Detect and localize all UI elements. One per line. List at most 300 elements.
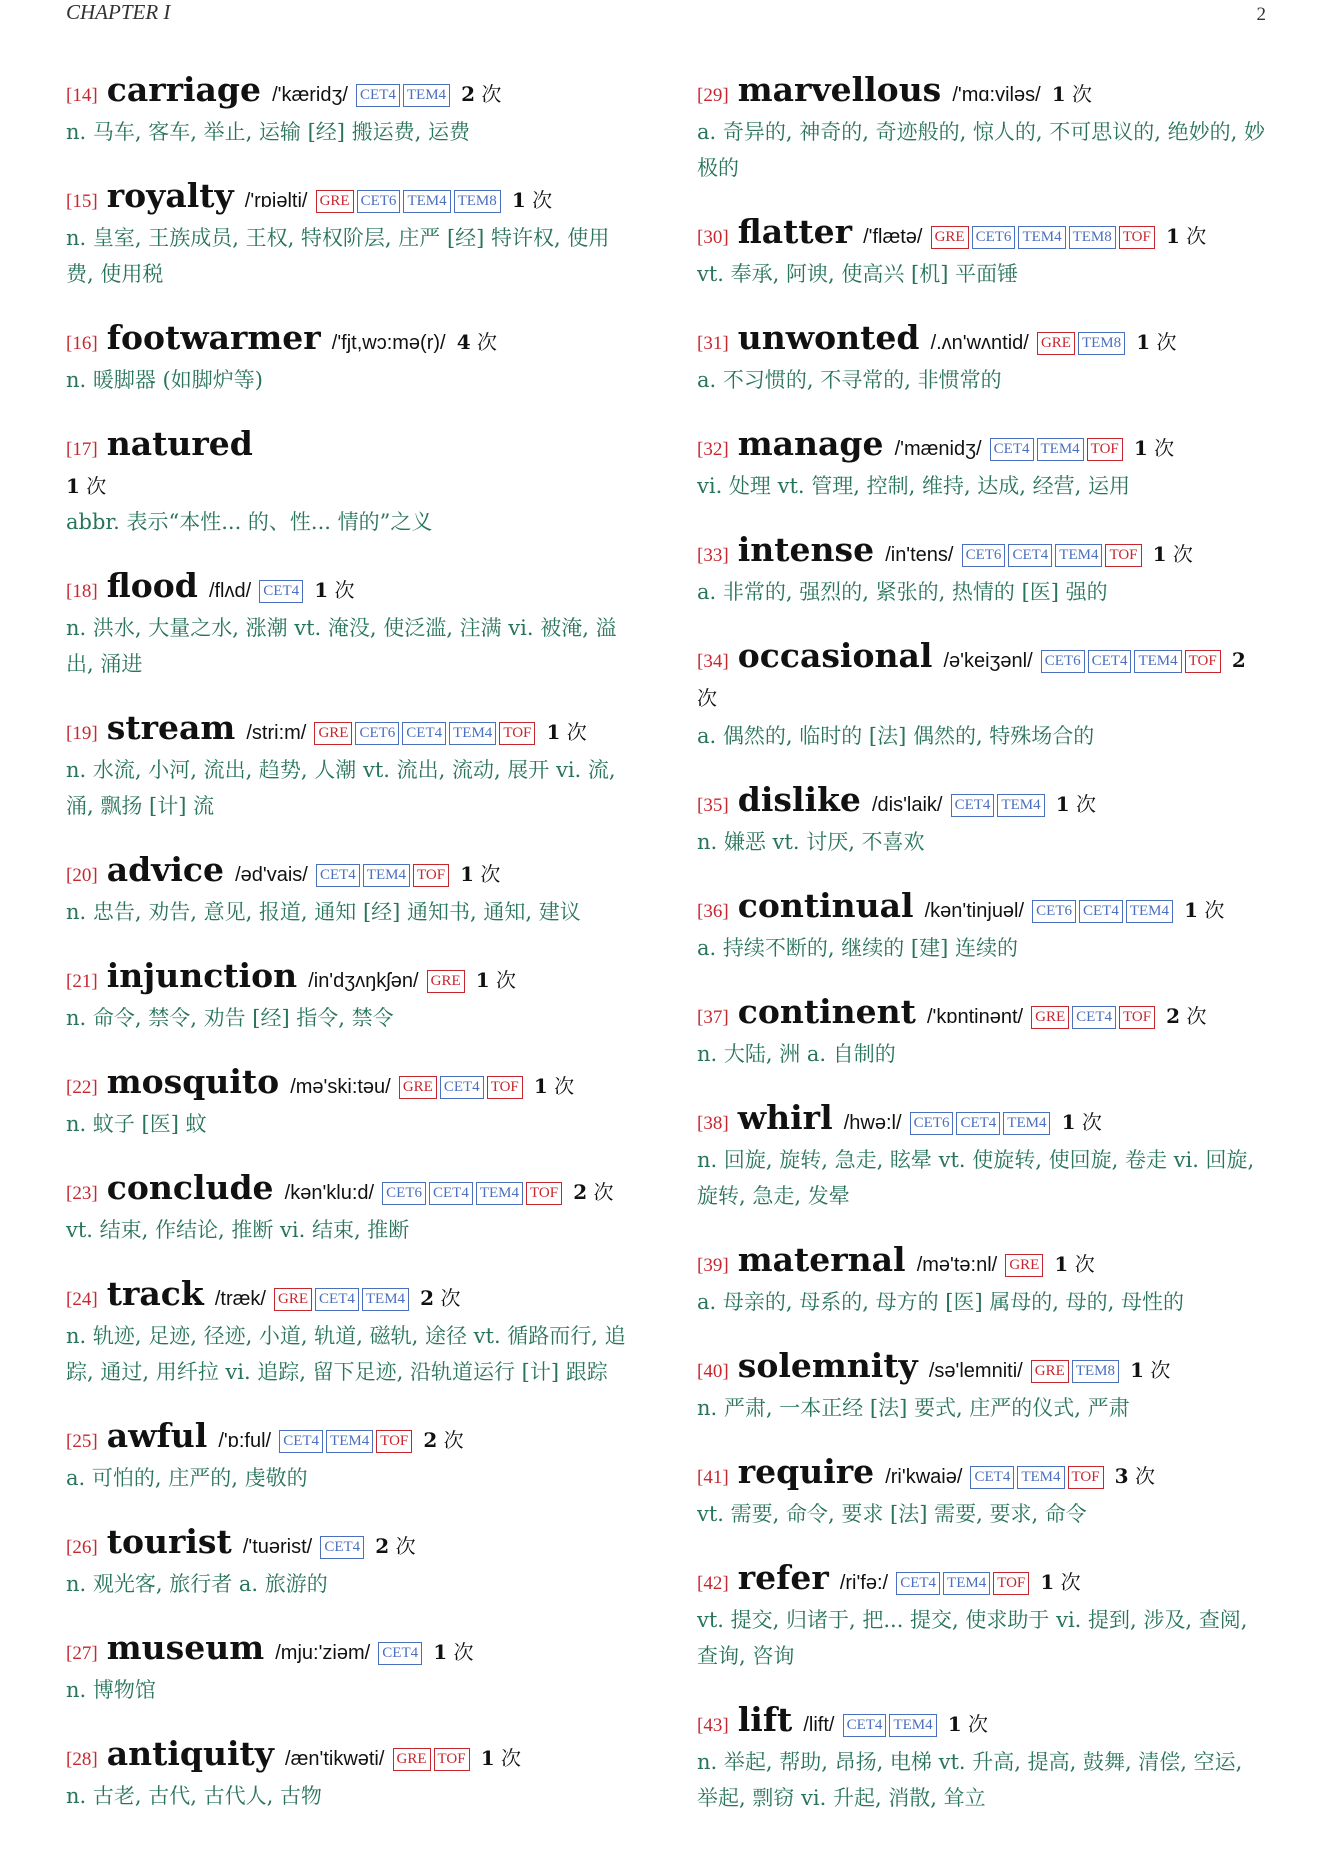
entry-count bbox=[1166, 1004, 1206, 1028]
entry-headline bbox=[66, 1170, 636, 1212]
entry-tags bbox=[1038, 652, 1221, 671]
entry-tags bbox=[313, 192, 501, 211]
entry-count-suffix: 次 bbox=[86, 474, 107, 498]
entry-count-number: 1 bbox=[475, 968, 490, 992]
entry-count bbox=[1054, 1252, 1094, 1276]
entry-word: whirl bbox=[737, 1098, 833, 1137]
entry-headline bbox=[66, 1418, 636, 1460]
entry-count-suffix: 次 bbox=[1154, 436, 1175, 460]
entry-word: occasional bbox=[737, 636, 933, 675]
chapter-title: CHAPTER I bbox=[66, 0, 171, 24]
entry-pronunciation: /flʌd/ bbox=[208, 580, 252, 602]
entry-count-suffix: 次 bbox=[566, 720, 587, 744]
entry-definition: vt. 提交, 归诸于, 把... 提交, 使求助于 vi. 提到, 涉及, 查阅, 查询, 咨询 bbox=[697, 1608, 1248, 1668]
tag-cet6: CET6 bbox=[962, 544, 1006, 567]
entry-index: [23] bbox=[66, 1183, 98, 1204]
entry-word: museum bbox=[106, 1628, 265, 1667]
tag-cet4: CET4 bbox=[843, 1714, 887, 1737]
entry-count-number: 1 bbox=[1055, 792, 1070, 816]
vocab-entry bbox=[66, 72, 636, 150]
entry-definition: a. 可怕的, 庄严的, 虔敬的 bbox=[66, 1466, 308, 1490]
entry-count-suffix: 次 bbox=[1150, 1358, 1171, 1382]
entry-count-suffix: 次 bbox=[496, 968, 516, 992]
entry-word: continent bbox=[737, 992, 916, 1031]
entry-pronunciation: /kən'tinjuəl/ bbox=[924, 900, 1025, 922]
tag-cet6: CET6 bbox=[355, 722, 399, 745]
entry-tags bbox=[311, 724, 535, 743]
vocab-entry bbox=[66, 1736, 636, 1814]
tag-tem4: TEM4 bbox=[1018, 226, 1065, 249]
entry-pronunciation: /'rɒiəlti/ bbox=[244, 190, 308, 212]
entry-tags bbox=[276, 1432, 412, 1451]
tag-gre: GRE bbox=[274, 1288, 312, 1311]
tag-cet4: CET4 bbox=[429, 1182, 473, 1205]
entry-count bbox=[314, 578, 354, 602]
entry-headline bbox=[697, 888, 1267, 930]
entry-count bbox=[1115, 1464, 1155, 1488]
entry-count-number: 1 bbox=[480, 1746, 495, 1770]
entry-count-number: 2 bbox=[375, 1534, 390, 1558]
entry-definition: vt. 结束, 作结论, 推断 vi. 结束, 推断 bbox=[66, 1218, 410, 1242]
tag-tof: TOF bbox=[526, 1182, 562, 1205]
entry-count-number: 1 bbox=[1061, 1110, 1076, 1134]
entry-count bbox=[433, 1640, 473, 1664]
vocab-entry bbox=[697, 1100, 1267, 1214]
tag-cet4: CET4 bbox=[440, 1076, 484, 1099]
vocab-entry bbox=[697, 320, 1267, 398]
entry-headline bbox=[697, 1242, 1267, 1284]
entry-count-suffix: 次 bbox=[500, 1746, 521, 1770]
entry-pronunciation: /lift/ bbox=[803, 1714, 835, 1736]
entry-tags bbox=[424, 972, 465, 991]
entry-word: marvellous bbox=[737, 70, 942, 109]
tag-cet4: CET4 bbox=[990, 438, 1034, 461]
entry-pronunciation: /'fjt,wɔ:mə(r)/ bbox=[331, 332, 446, 354]
tag-tem4: TEM4 bbox=[1037, 438, 1084, 461]
entry-tags bbox=[375, 1644, 422, 1663]
entry-pronunciation: /'mɑ:viləs/ bbox=[952, 84, 1041, 106]
entry-tags bbox=[840, 1716, 937, 1735]
entry-tags bbox=[396, 1078, 523, 1097]
entry-index: [30] bbox=[697, 227, 729, 248]
entry-headline bbox=[66, 1630, 636, 1672]
entry-definition: n. 轨迹, 足迹, 径迹, 小道, 轨道, 磁轨, 途径 vt. 循路而行, 追踪, 通过, 用纤拉 vi. 追踪, 留下足迹, 沿轨道运行 [计] 跟踪 bbox=[66, 1324, 626, 1384]
vocab-entry bbox=[66, 178, 636, 292]
entry-definition: a. 非常的, 强烈的, 紧张的, 热情的 [医] 强的 bbox=[697, 580, 1108, 604]
entry-count-number: 1 bbox=[433, 1640, 448, 1664]
entry-index: [29] bbox=[697, 85, 729, 106]
entry-count-suffix: 次 bbox=[440, 1286, 461, 1310]
tag-tem4: TEM4 bbox=[943, 1572, 990, 1595]
entry-pronunciation: /ri'fə:/ bbox=[839, 1572, 889, 1594]
entry-tags bbox=[256, 582, 303, 601]
entry-count-suffix: 次 bbox=[1072, 82, 1093, 106]
entry-definition: n. 马车, 客车, 举止, 运输 [经] 搬运费, 运费 bbox=[66, 120, 471, 144]
entry-tags bbox=[928, 228, 1155, 247]
entry-index: [35] bbox=[697, 795, 729, 816]
entry-word: injunction bbox=[106, 956, 298, 995]
entry-count-number: 1 bbox=[1152, 542, 1167, 566]
entry-pronunciation: /træk/ bbox=[214, 1288, 266, 1310]
tag-tem4: TEM4 bbox=[1055, 544, 1102, 567]
tag-tem4: TEM4 bbox=[449, 722, 496, 745]
vocab-entry bbox=[66, 1276, 636, 1390]
tag-tem8: TEM8 bbox=[454, 190, 501, 213]
entry-tags bbox=[893, 1574, 1029, 1593]
entry-definition: n. 水流, 小河, 流出, 趋势, 人潮 vt. 流出, 流动, 展开 vi. 流, 涌, 飘扬 [计] 流 bbox=[66, 758, 616, 818]
entry-definition: abbr. 表示“本性... 的、性... 情的”之义 bbox=[66, 510, 433, 534]
entry-count bbox=[423, 1428, 463, 1452]
entry-definition: n. 命令, 禁令, 劝告 [经] 指令, 禁令 bbox=[66, 1006, 394, 1030]
entry-word: solemnity bbox=[737, 1346, 918, 1385]
entry-headline bbox=[697, 532, 1267, 574]
entry-count-suffix: 次 bbox=[1134, 1464, 1155, 1488]
entry-index: [43] bbox=[697, 1715, 729, 1736]
vocab-entry bbox=[66, 852, 636, 930]
entry-index: [32] bbox=[697, 439, 729, 460]
entry-index: [15] bbox=[66, 191, 98, 212]
tag-gre: GRE bbox=[931, 226, 969, 249]
entry-count bbox=[546, 720, 586, 744]
entry-word: unwonted bbox=[737, 318, 920, 357]
tag-gre: GRE bbox=[1037, 332, 1075, 355]
vocab-entry bbox=[66, 1170, 636, 1248]
entry-count bbox=[573, 1180, 613, 1204]
entry-word: dislike bbox=[737, 780, 861, 819]
entry-tags bbox=[987, 440, 1123, 459]
entry-index: [14] bbox=[66, 85, 98, 106]
vocab-entry bbox=[66, 426, 636, 540]
entry-index: [26] bbox=[66, 1537, 98, 1558]
entry-tags bbox=[353, 86, 450, 105]
entry-count-number: 1 bbox=[1184, 898, 1199, 922]
entry-headline bbox=[697, 1560, 1267, 1602]
entry-tags bbox=[390, 1750, 470, 1769]
entry-count bbox=[461, 82, 501, 106]
entry-pronunciation: /in'tens/ bbox=[885, 544, 954, 566]
tag-cet4: CET4 bbox=[402, 722, 446, 745]
entry-count-number: 1 bbox=[947, 1712, 962, 1736]
entry-word: conclude bbox=[106, 1168, 274, 1207]
entry-definition: n. 举起, 帮助, 昂扬, 电梯 vt. 升高, 提高, 鼓舞, 清偿, 空运, 举起, 剽窃 vi. 升起, 消散, 耸立 bbox=[697, 1750, 1243, 1810]
entry-count bbox=[1134, 436, 1174, 460]
entry-count-suffix: 次 bbox=[1156, 330, 1177, 354]
entry-definition: n. 严肃, 一本正经 [法] 要式, 庄严的仪式, 严肃 bbox=[697, 1396, 1130, 1420]
tag-tem8: TEM8 bbox=[1072, 1360, 1119, 1383]
entry-word: require bbox=[737, 1452, 875, 1491]
entry-tags bbox=[1002, 1256, 1043, 1275]
tag-cet4: CET4 bbox=[315, 1288, 359, 1311]
entry-count-suffix: 次 bbox=[480, 862, 501, 886]
entry-count-number: 1 bbox=[1054, 1252, 1069, 1276]
entry-count-suffix: 次 bbox=[1186, 224, 1207, 248]
entry-count-suffix: 次 bbox=[593, 1180, 614, 1204]
entry-headline bbox=[66, 1276, 636, 1318]
right-column bbox=[697, 72, 1267, 1844]
entry-word: footwarmer bbox=[106, 318, 321, 357]
tag-tem4: TEM4 bbox=[1126, 900, 1173, 923]
entry-count bbox=[1166, 224, 1206, 248]
entry-index: [20] bbox=[66, 865, 98, 886]
tag-tof: TOF bbox=[487, 1076, 523, 1099]
vocab-entry bbox=[697, 1560, 1267, 1674]
entry-definition: n. 大陆, 洲 a. 自制的 bbox=[697, 1042, 896, 1066]
entry-index: [28] bbox=[66, 1749, 98, 1770]
entry-pronunciation: /mju:'ziəm/ bbox=[275, 1642, 371, 1664]
entry-word: mosquito bbox=[106, 1062, 280, 1101]
entry-count bbox=[375, 1534, 415, 1558]
vocab-entry bbox=[66, 320, 636, 398]
tag-cet4: CET4 bbox=[896, 1572, 940, 1595]
tag-gre: GRE bbox=[399, 1076, 437, 1099]
entry-word: tourist bbox=[106, 1522, 232, 1561]
vocab-entry bbox=[66, 1524, 636, 1602]
entry-count-number: 1 bbox=[1165, 224, 1180, 248]
entry-definition: vt. 奉承, 阿谀, 使高兴 [机] 平面锤 bbox=[697, 262, 1019, 286]
entry-word: advice bbox=[106, 850, 225, 889]
entry-headline bbox=[697, 638, 1267, 718]
entry-definition: vt. 需要, 命令, 要求 [法] 需要, 要求, 命令 bbox=[697, 1502, 1087, 1526]
page-header bbox=[66, 0, 1266, 30]
entry-tags bbox=[967, 1468, 1103, 1487]
tag-tof: TOF bbox=[1119, 1006, 1155, 1029]
entry-count-suffix: 次 bbox=[1074, 1252, 1095, 1276]
entry-definition: n. 忠告, 劝告, 意见, 报道, 通知 [经] 通知书, 通知, 建议 bbox=[66, 900, 581, 924]
tag-tof: TOF bbox=[1119, 226, 1155, 249]
tag-tof: TOF bbox=[434, 1748, 470, 1771]
entry-word: flatter bbox=[737, 212, 852, 251]
entry-index: [22] bbox=[66, 1077, 98, 1098]
entry-count bbox=[534, 1074, 574, 1098]
vocab-entry bbox=[697, 426, 1267, 504]
entry-headline bbox=[697, 1348, 1267, 1390]
vocab-entry bbox=[697, 72, 1267, 186]
entry-headline bbox=[697, 994, 1267, 1036]
entry-count-suffix: 次 bbox=[1060, 1570, 1081, 1594]
entry-pronunciation: /hwə:l/ bbox=[843, 1112, 902, 1134]
tag-tem4: TEM4 bbox=[403, 190, 450, 213]
entry-word: antiquity bbox=[106, 1734, 274, 1773]
entry-count-number: 2 bbox=[1231, 648, 1246, 672]
entry-count-suffix: 次 bbox=[1081, 1110, 1102, 1134]
entry-index: [24] bbox=[66, 1289, 98, 1310]
entry-index: [18] bbox=[66, 581, 98, 602]
page-number: 2 bbox=[1256, 4, 1266, 25]
entry-pronunciation: /kən'klu:d/ bbox=[284, 1182, 375, 1204]
entry-word: manage bbox=[737, 424, 884, 463]
entry-index: [42] bbox=[697, 1573, 729, 1594]
vocab-entry bbox=[66, 710, 636, 824]
entry-definition: a. 母亲的, 母系的, 母方的 [医] 属母的, 母的, 母性的 bbox=[697, 1290, 1185, 1314]
entry-pronunciation: /æn'tikwəti/ bbox=[285, 1748, 385, 1770]
vocab-entry bbox=[66, 1064, 636, 1142]
tag-cet4: CET4 bbox=[956, 1112, 1000, 1135]
entry-word: carriage bbox=[106, 70, 261, 109]
entry-headline bbox=[66, 568, 636, 610]
tag-cet6: CET6 bbox=[1041, 650, 1085, 673]
left-column bbox=[66, 72, 636, 1842]
entry-definition: n. 洪水, 大量之水, 涨潮 vt. 淹没, 使泛滥, 注满 vi. 被淹, 溢出, 涌进 bbox=[66, 616, 617, 676]
entry-word: awful bbox=[106, 1416, 208, 1455]
entry-index: [21] bbox=[66, 971, 98, 992]
entry-tags bbox=[317, 1538, 364, 1557]
tag-gre: GRE bbox=[1005, 1254, 1043, 1277]
entry-count-number: 1 bbox=[546, 720, 561, 744]
entry-definition: a. 奇异的, 神奇的, 奇迹般的, 惊人的, 不可思议的, 绝妙的, 妙极的 bbox=[697, 120, 1265, 180]
entry-count-number: 1 bbox=[511, 188, 526, 212]
tag-tof: TOF bbox=[993, 1572, 1029, 1595]
entry-headline bbox=[697, 426, 1267, 468]
vocab-entry bbox=[697, 994, 1267, 1072]
tag-gre: GRE bbox=[1031, 1006, 1069, 1029]
entry-definition: n. 暖脚器 (如脚炉等) bbox=[66, 368, 263, 392]
tag-tof: TOF bbox=[499, 722, 535, 745]
tag-cet4: CET4 bbox=[970, 1466, 1014, 1489]
entry-pronunciation: /stri:m/ bbox=[246, 722, 307, 744]
tag-gre: GRE bbox=[427, 970, 465, 993]
entry-word: maternal bbox=[737, 1240, 906, 1279]
entry-count bbox=[460, 862, 500, 886]
vocab-entry bbox=[697, 214, 1267, 292]
entry-count-suffix: 次 bbox=[1172, 542, 1193, 566]
entry-index: [38] bbox=[697, 1113, 729, 1134]
vocab-entry bbox=[697, 1702, 1267, 1816]
tag-tem4: TEM4 bbox=[1134, 650, 1181, 673]
entry-headline bbox=[66, 710, 636, 752]
entry-definition: n. 回旋, 旋转, 急走, 眩晕 vt. 使旋转, 使回旋, 卷走 vi. 回旋, 旋转, 急走, 发晕 bbox=[697, 1148, 1255, 1208]
entry-word: lift bbox=[737, 1700, 793, 1739]
tag-tem4: TEM4 bbox=[997, 794, 1044, 817]
entry-index: [25] bbox=[66, 1431, 98, 1452]
tag-cet6: CET6 bbox=[357, 190, 401, 213]
entry-tags bbox=[313, 866, 449, 885]
vocab-entry bbox=[697, 638, 1267, 754]
entry-headline bbox=[66, 852, 636, 894]
entry-pronunciation: /mə'tə:nl/ bbox=[916, 1254, 998, 1276]
entry-headline bbox=[66, 426, 636, 504]
entry-count-suffix: 次 bbox=[334, 578, 355, 602]
entry-pronunciation: /'mænidʒ/ bbox=[894, 438, 982, 460]
entry-headline bbox=[66, 72, 636, 114]
entry-headline bbox=[66, 1064, 636, 1106]
entry-count-number: 1 bbox=[1130, 1358, 1144, 1382]
entry-headline bbox=[697, 72, 1267, 114]
entry-pronunciation: /əd'vais/ bbox=[235, 864, 308, 886]
tag-gre: GRE bbox=[393, 1748, 431, 1771]
entry-word: refer bbox=[737, 1558, 829, 1597]
entry-count-suffix: 次 bbox=[1204, 898, 1225, 922]
entry-tags bbox=[1034, 334, 1125, 353]
entry-count-suffix: 次 bbox=[453, 1640, 474, 1664]
entry-count-suffix: 次 bbox=[532, 188, 553, 212]
vocab-entry bbox=[697, 532, 1267, 610]
entry-count bbox=[1062, 1110, 1102, 1134]
entry-count-suffix: 次 bbox=[476, 330, 497, 354]
entry-tags bbox=[959, 546, 1142, 565]
tag-cet6: CET6 bbox=[910, 1112, 954, 1135]
entry-tags bbox=[1029, 902, 1173, 921]
entry-headline bbox=[66, 1736, 636, 1778]
entry-headline bbox=[697, 1702, 1267, 1744]
entry-count-number: 2 bbox=[1166, 1004, 1181, 1028]
entry-count-number: 1 bbox=[66, 474, 80, 498]
tag-cet4: CET4 bbox=[1072, 1006, 1116, 1029]
tag-gre: GRE bbox=[314, 722, 352, 745]
tag-cet4: CET4 bbox=[1008, 544, 1052, 567]
tag-tem4: TEM4 bbox=[889, 1714, 936, 1737]
tag-tem4: TEM4 bbox=[403, 84, 450, 107]
entry-pronunciation: /sə'lemniti/ bbox=[928, 1360, 1023, 1382]
vocab-entry bbox=[697, 888, 1267, 966]
entry-count-number: 3 bbox=[1114, 1464, 1129, 1488]
entry-count-number: 1 bbox=[1136, 330, 1151, 354]
entry-count-number: 2 bbox=[423, 1428, 438, 1452]
entry-count-number: 1 bbox=[1040, 1570, 1055, 1594]
tag-cet6: CET6 bbox=[1032, 900, 1076, 923]
tag-tem4: TEM4 bbox=[1017, 1466, 1064, 1489]
entry-pronunciation: /in'dʒʌŋkʃən/ bbox=[308, 970, 419, 992]
tag-cet6: CET6 bbox=[972, 226, 1016, 249]
entry-count bbox=[66, 468, 636, 504]
tag-cet4: CET4 bbox=[1079, 900, 1123, 923]
entry-tags bbox=[907, 1114, 1051, 1133]
entry-index: [33] bbox=[697, 545, 729, 566]
entry-count bbox=[1130, 1358, 1170, 1382]
entry-count-suffix: 次 bbox=[443, 1428, 464, 1452]
entry-headline bbox=[697, 782, 1267, 824]
entry-index: [34] bbox=[697, 651, 729, 672]
vocab-entry bbox=[66, 1418, 636, 1496]
entry-index: [31] bbox=[697, 333, 729, 354]
entry-count-number: 1 bbox=[533, 1074, 548, 1098]
entry-headline bbox=[697, 320, 1267, 362]
entry-count-suffix: 次 bbox=[481, 82, 502, 106]
entry-word: royalty bbox=[106, 176, 234, 215]
tag-tof: TOF bbox=[1185, 650, 1221, 673]
entry-count-number: 2 bbox=[461, 82, 476, 106]
tag-tem4: TEM4 bbox=[1003, 1112, 1050, 1135]
entry-word: track bbox=[106, 1274, 204, 1313]
entry-count bbox=[1040, 1570, 1080, 1594]
entry-headline bbox=[66, 1524, 636, 1566]
entry-word: continual bbox=[737, 886, 914, 925]
entry-index: [36] bbox=[697, 901, 729, 922]
entry-index: [19] bbox=[66, 723, 98, 744]
entry-tags bbox=[948, 796, 1045, 815]
vocab-entry bbox=[66, 568, 636, 682]
tag-cet4: CET4 bbox=[378, 1642, 422, 1665]
entry-headline bbox=[66, 178, 636, 220]
entry-headline bbox=[66, 958, 636, 1000]
entry-pronunciation: /ri'kwaiə/ bbox=[885, 1466, 963, 1488]
entry-pronunciation: /dis'laik/ bbox=[871, 794, 943, 816]
entry-count bbox=[457, 330, 497, 354]
entry-count bbox=[948, 1712, 988, 1736]
tag-cet4: CET4 bbox=[279, 1430, 323, 1453]
entry-tags bbox=[1028, 1008, 1155, 1027]
tag-cet4: CET4 bbox=[316, 864, 360, 887]
tag-tem4: TEM4 bbox=[362, 1288, 409, 1311]
tag-gre: GRE bbox=[1031, 1360, 1069, 1383]
entry-headline bbox=[697, 1454, 1267, 1496]
entry-count-suffix: 次 bbox=[1075, 792, 1096, 816]
tag-cet4: CET4 bbox=[356, 84, 400, 107]
tag-tof: TOF bbox=[1068, 1466, 1104, 1489]
entry-definition: n. 嫌恶 vt. 讨厌, 不喜欢 bbox=[697, 830, 925, 854]
tag-cet4: CET4 bbox=[259, 580, 303, 603]
entry-count-suffix: 次 bbox=[967, 1712, 988, 1736]
tag-tem8: TEM8 bbox=[1069, 226, 1116, 249]
